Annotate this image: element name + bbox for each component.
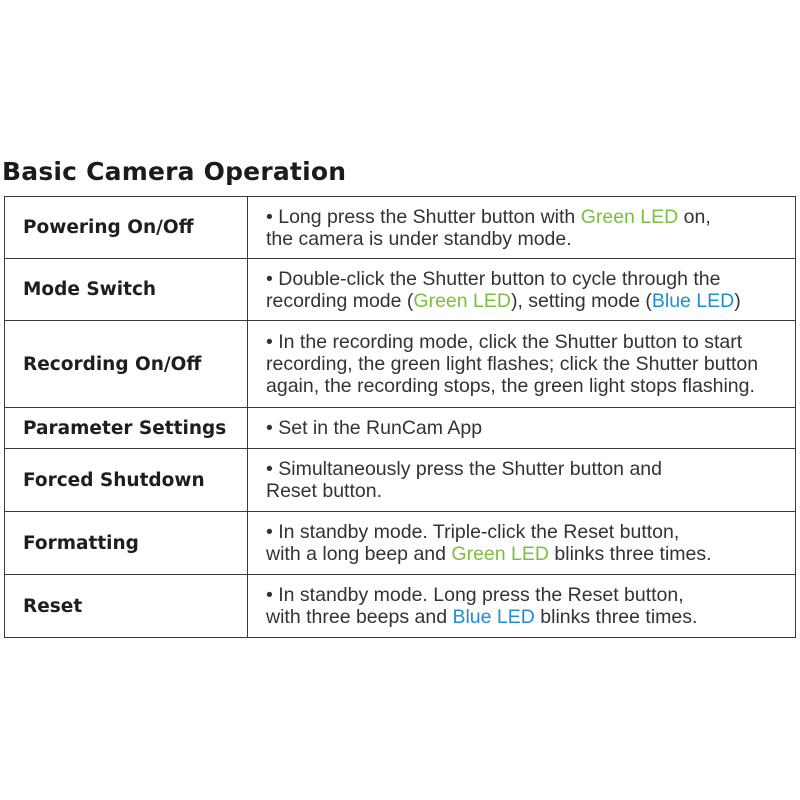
description-text: • Double-click the Shutter button to cycle through the <box>266 267 721 290</box>
row-label: Powering On/Off <box>5 197 248 259</box>
description-text: on, <box>678 205 711 228</box>
table-row <box>5 512 796 575</box>
row-description <box>248 259 796 321</box>
description-line <box>266 353 795 375</box>
description-line <box>266 606 795 628</box>
row-description <box>248 408 796 449</box>
table-row <box>5 321 796 408</box>
row-label: Mode Switch <box>5 259 248 321</box>
table-row <box>5 449 796 512</box>
table-row <box>5 408 796 449</box>
row-description <box>248 321 796 408</box>
description-line <box>266 417 795 439</box>
row-description <box>248 197 796 259</box>
description-line <box>266 331 795 353</box>
description-line <box>266 375 795 397</box>
description-line <box>266 290 795 312</box>
description-line <box>266 458 795 480</box>
description-text: recording, the green light flashes; click the Shutter button <box>266 353 759 375</box>
description-text: ) <box>734 289 741 312</box>
description-text: again, the recording stops, the green light stops flashing. <box>266 375 755 397</box>
description-text: the camera is under standby mode. <box>266 227 572 250</box>
blue-led-text: Blue LED <box>651 289 735 312</box>
description-text: recording mode ( <box>266 289 414 312</box>
description-text: • In standby mode. Long press the Reset button, <box>266 584 684 606</box>
description-line <box>266 521 795 543</box>
table-row <box>5 575 796 638</box>
description-line <box>266 584 795 606</box>
page-title: Basic Camera Operation <box>2 157 347 186</box>
row-label: Recording On/Off <box>5 321 248 408</box>
description-text: • Set in the RunCam App <box>266 417 483 439</box>
green-led-text: Green LED <box>580 205 679 228</box>
description-text: ), setting mode ( <box>510 289 652 312</box>
description-line <box>266 268 795 290</box>
description-text: • In standby mode. Triple-click the Reset button, <box>266 521 680 543</box>
description-text: • In the recording mode, click the Shutter button to start <box>266 331 743 353</box>
row-label: Formatting <box>5 512 248 575</box>
blue-led-text: Blue LED <box>452 606 535 628</box>
description-text: • Long press the Shutter button with <box>266 205 581 228</box>
table-row <box>5 197 796 259</box>
description-text: • Simultaneously press the Shutter button and <box>266 458 662 480</box>
description-text: with three beeps and <box>266 606 453 628</box>
row-label: Reset <box>5 575 248 638</box>
row-label: Parameter Settings <box>5 408 248 449</box>
description-line <box>266 543 795 565</box>
row-description <box>248 449 796 512</box>
description-text: Reset button. <box>266 480 382 502</box>
camera-operation-table <box>4 196 796 638</box>
table-row <box>5 259 796 321</box>
description-line <box>266 480 795 502</box>
row-description <box>248 512 796 575</box>
description-text: blinks three times. <box>534 606 698 628</box>
green-led-text: Green LED <box>451 543 549 565</box>
green-led-text: Green LED <box>413 289 511 312</box>
row-description <box>248 575 796 638</box>
description-line <box>266 206 795 228</box>
description-text: with a long beep and <box>266 543 452 565</box>
description-text: blinks three times. <box>548 543 712 565</box>
row-label: Forced Shutdown <box>5 449 248 512</box>
description-line <box>266 228 795 250</box>
